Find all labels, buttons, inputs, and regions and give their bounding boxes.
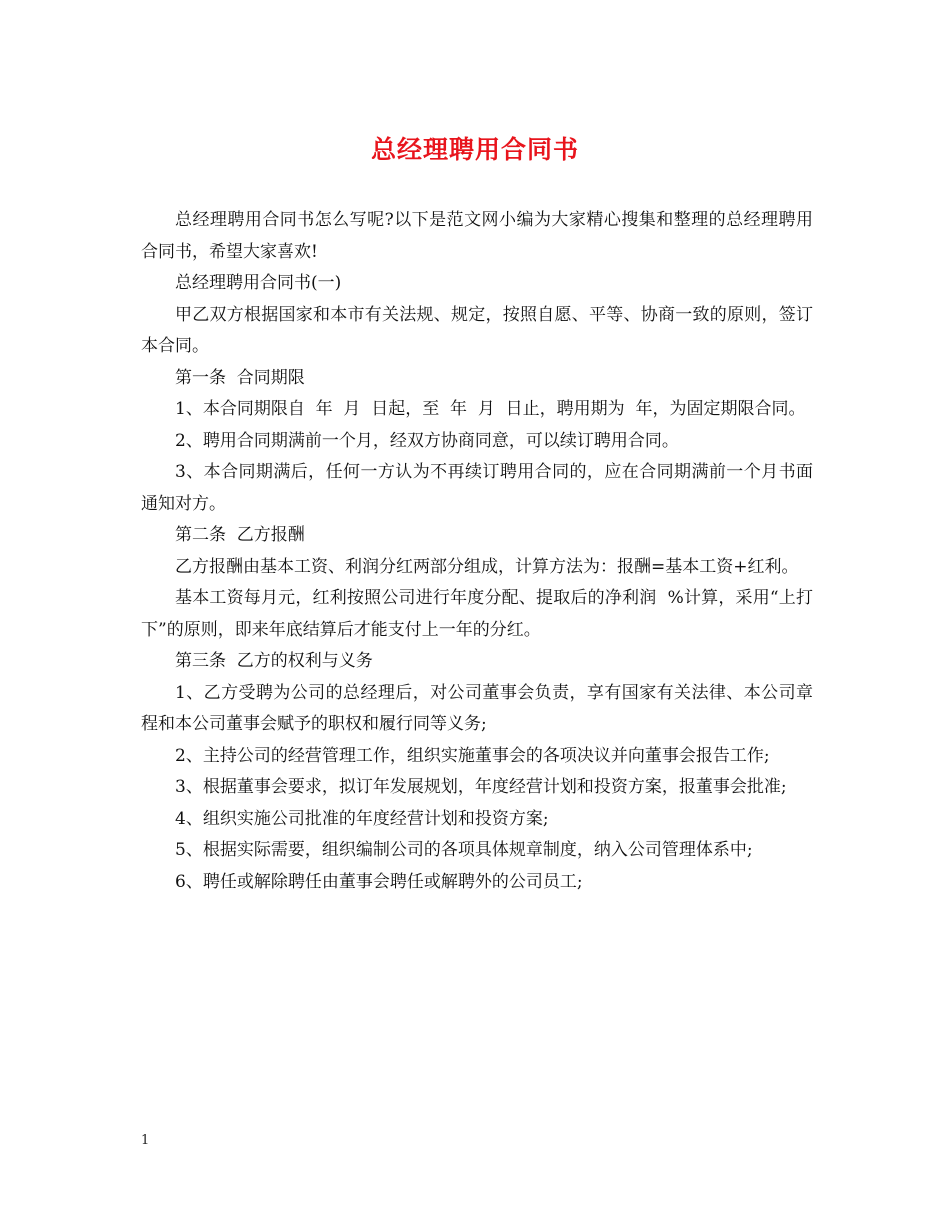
document-body	[141, 205, 813, 898]
article-3-item-3: 3、根据董事会要求，拟订年发展规划，年度经营计划和投资方案，报董事会批准;	[175, 777, 787, 797]
article-3-item-5: 5、根据实际需要，组织编制公司的各项具体规章制度，纳入公司管理体系中;	[175, 840, 753, 860]
paragraph-heading-contract-one: 总经理聘用合同书(一)	[175, 273, 342, 293]
article-1-item-3: 3、本合同期满后，任何一方认为不再续订聘用合同的，应在合同期满前一个月书面通知对方。	[141, 462, 813, 514]
article-1-heading: 第一条 合同期限	[175, 367, 305, 388]
article-3-item-2: 2、主持公司的经营管理工作，组织实施董事会的各项决议并向董事会报告工作;	[175, 745, 770, 766]
article-3-item-6: 6、聘任或解除聘任由董事会聘任或解聘外的公司员工;	[175, 871, 583, 892]
document-title: 总经理聘用合同书	[370, 135, 579, 164]
article-2-salary-bonus: 基本工资每月元，红利按照公司进行年度分配、提取后的净利润 %计算，采用“上打下”的原则，即来年底结算后才能支付上一年的分红。	[141, 588, 813, 640]
article-3-heading: 第三条 乙方的权利与义务	[175, 651, 373, 671]
article-3-item-1: 1、乙方受聘为公司的总经理后，对公司董事会负责，享有国家有关法律、本公司章程和本公司董事会赋予的职权和履行同等义务;	[141, 682, 813, 734]
article-1-item-1: 1、本合同期限自 年 月 日起，至 年 月 日止，聘用期为 年，为固定期限合同。	[175, 399, 806, 419]
article-2-heading: 第二条 乙方报酬	[175, 525, 305, 545]
paragraph-principles: 甲乙双方根据国家和本市有关法规、规定，按照自愿、平等、协商一致的原则，签订本合同。	[141, 304, 813, 356]
article-2-pay-structure: 乙方报酬由基本工资、利润分红两部分组成，计算方法为：报酬=基本工资+红利。	[175, 556, 799, 577]
article-3-item-4: 4、组织实施公司批准的年度经营计划和投资方案;	[175, 808, 549, 829]
page-number: 1	[141, 1133, 150, 1148]
paragraph-intro: 总经理聘用合同书怎么写呢?以下是范文网小编为大家精心搜集和整理的总经理聘用合同书，希望大家喜欢!	[141, 210, 813, 262]
article-1-item-2: 2、聘用合同期满前一个月，经双方协商同意，可以续订聘用合同。	[175, 430, 679, 451]
